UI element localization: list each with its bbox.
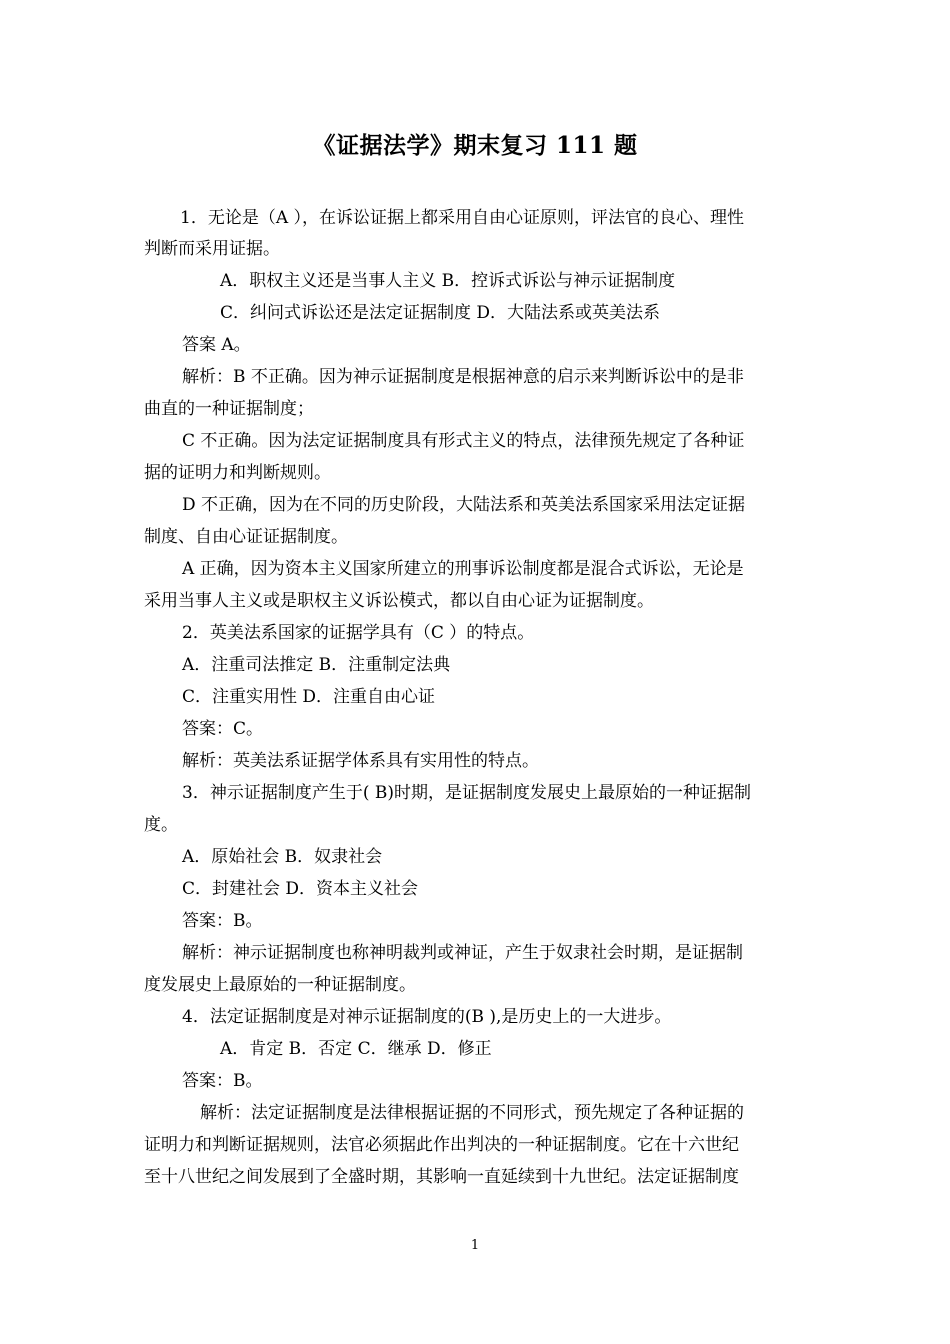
text-line: 度发展史上最原始的一种证据制度。: [144, 975, 416, 995]
text-line: 答案：C。: [182, 719, 264, 739]
text-line: 1．无论是（A ），在诉讼证据上都采用自由心证原则，评法官的良心、理性: [180, 208, 744, 228]
text-line: 答案：B。: [182, 911, 263, 931]
text-line: D 不正确，因为在不同的历史阶段，大陆法系和英美法系国家采用法定证据: [182, 495, 746, 515]
text-line: 证明力和判断证据规则，法官必须据此作出判决的一种证据制度。它在十六世纪: [144, 1135, 739, 1155]
text-line: 采用当事人主义或是职权主义诉讼模式，都以自由心证为证据制度。: [144, 591, 654, 611]
text-line: 答案：B。: [182, 1071, 263, 1091]
text-line: A．职权主义还是当事人主义 B．控诉式诉讼与神示证据制度: [220, 271, 676, 291]
text-line: 至十八世纪之间发展到了全盛时期，其影响一直延续到十九世纪。法定证据制度: [144, 1167, 739, 1187]
text-line: A 正确，因为资本主义国家所建立的刑事诉讼制度都是混合式诉讼，无论是: [182, 559, 744, 579]
page-number: 1: [470, 1238, 480, 1253]
text-line: 3．神示证据制度产生于( B)时期，是证据制度发展史上最原始的一种证据制: [182, 783, 751, 803]
text-line: C．纠问式诉讼还是法定证据制度 D．大陆法系或英美法系: [220, 303, 661, 323]
text-line: A．原始社会 B．奴隶社会: [182, 847, 383, 867]
text-line: A．注重司法推定 B．注重制定法典: [182, 655, 451, 675]
text-line: 度。: [144, 815, 178, 835]
text-line: 据的证明力和判断规则。: [144, 463, 331, 483]
text-line: 4．法定证据制度是对神示证据制度的(B ),是历史上的一大进步。: [182, 1007, 672, 1027]
text-line: C．封建社会 D．资本主义社会: [182, 879, 419, 899]
text-line: 答案 A。: [182, 335, 251, 355]
text-line: C．注重实用性 D．注重自由心证: [182, 687, 436, 707]
text-line: 解析：神示证据制度也称神明裁判或神证，产生于奴隶社会时期，是证据制: [182, 943, 743, 963]
text-line: 制度、自由心证证据制度。: [144, 527, 348, 547]
text-line: 解析：英美法系证据学体系具有实用性的特点。: [182, 751, 539, 771]
text-line: 判断而采用证据。: [144, 239, 280, 259]
text-line: C 不正确。因为法定证据制度具有形式主义的特点，法律预先规定了各种证: [182, 431, 745, 451]
text-line: 解析：法定证据制度是法律根据证据的不同形式，预先规定了各种证据的: [200, 1103, 744, 1123]
document-title: 《证据法学》期末复习 111 题: [312, 132, 638, 159]
text-line: 解析：B 不正确。因为神示证据制度是根据神意的启示来判断诉讼中的是非: [182, 367, 744, 387]
text-line: 2．英美法系国家的证据学具有（C ）的特点。: [182, 623, 535, 643]
text-line: 曲直的一种证据制度；: [144, 399, 314, 419]
text-line: A．肯定 B．否定 C．继承 D．修正: [220, 1039, 492, 1059]
